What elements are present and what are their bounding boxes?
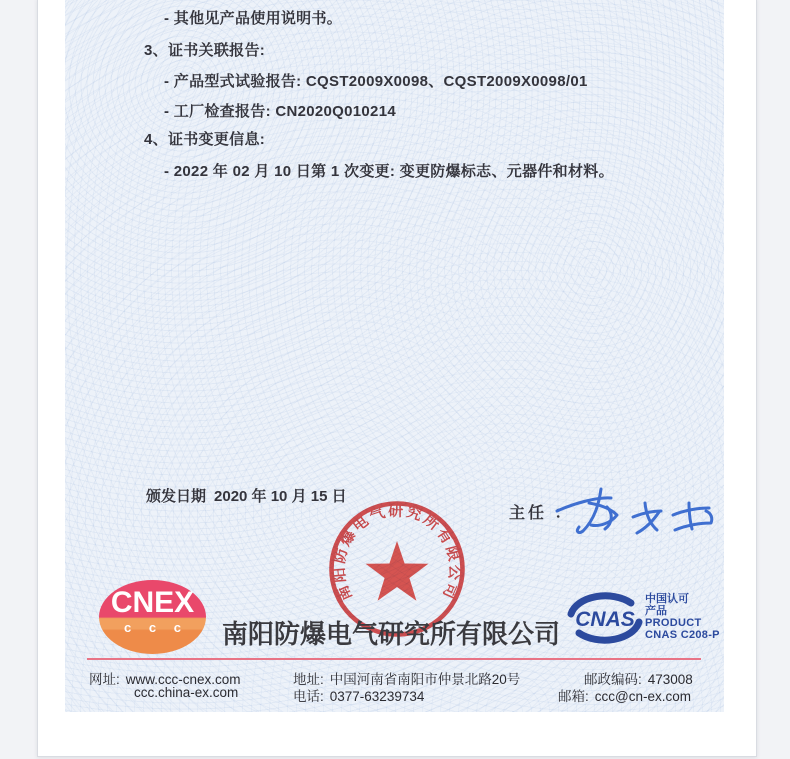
director-label: 主任 ：: [509, 505, 574, 522]
email-value: ccc@cn-ex.com: [594, 689, 691, 704]
cnas-caption-line2: 产品: [645, 605, 667, 617]
director-signature: [549, 477, 719, 543]
cnas-caption: [645, 593, 720, 641]
seal-star: [366, 541, 429, 601]
cnas-logo-text: CNAS: [575, 608, 635, 631]
footer-phone: [293, 685, 424, 705]
email-label: 邮箱:: [558, 689, 589, 704]
cnex-logo-text: CNEX: [110, 586, 195, 619]
phone-value: 0377-63239734: [329, 689, 425, 704]
website-value-1: www.ccc-cnex.com: [125, 672, 241, 687]
website-value-2: ccc.china-ex.com: [134, 685, 239, 700]
issue-date-row: [146, 485, 347, 506]
note-line: - 其他见产品使用说明书。: [164, 10, 343, 27]
footer-website-2: [134, 685, 238, 700]
cnas-caption-line1: 中国认可: [645, 593, 689, 605]
address-value: 中国河南省南阳市仲景北路20号: [329, 672, 521, 687]
note-line: - 2022 年 02 月 10 日第 1 次变更: 变更防爆标志、元器件和材料。: [164, 163, 614, 180]
note-heading: 3、证书关联报告:: [144, 42, 266, 59]
seal-circular-text: 南阳防爆电气研究所有限公司: [330, 502, 464, 604]
postcode-value: 473008: [647, 672, 693, 687]
company-name: 南阳防爆电气研究所有限公司: [222, 619, 561, 649]
cnas-caption-line4: CNAS C208-P: [645, 629, 720, 641]
note-line: - 产品型式试验报告: CQST2009X0098、CQST2009X0098/01: [164, 73, 588, 90]
cnex-logo: [99, 580, 206, 654]
footer-divider-line: [87, 658, 701, 660]
phone-label: 电话:: [293, 689, 324, 704]
issue-date-label: 颁发日期: [146, 488, 207, 505]
certificate-page: [37, 0, 757, 757]
note-heading: 4、证书变更信息:: [144, 131, 266, 148]
guilloche-panel: [65, 0, 724, 712]
cnas-caption-line3: PRODUCT: [645, 617, 702, 629]
website-label: 网址:: [89, 672, 120, 687]
cnas-logo: [566, 591, 644, 645]
address-label: 地址:: [293, 672, 324, 687]
postcode-label: 邮政编码:: [584, 672, 642, 687]
note-line: - 工厂检查报告: CN2020Q010214: [164, 103, 396, 120]
issue-date-value: 2020 年 10 月 15 日: [214, 488, 347, 505]
cnex-ccc-text: c c c: [124, 620, 188, 635]
footer-email: [558, 685, 691, 705]
